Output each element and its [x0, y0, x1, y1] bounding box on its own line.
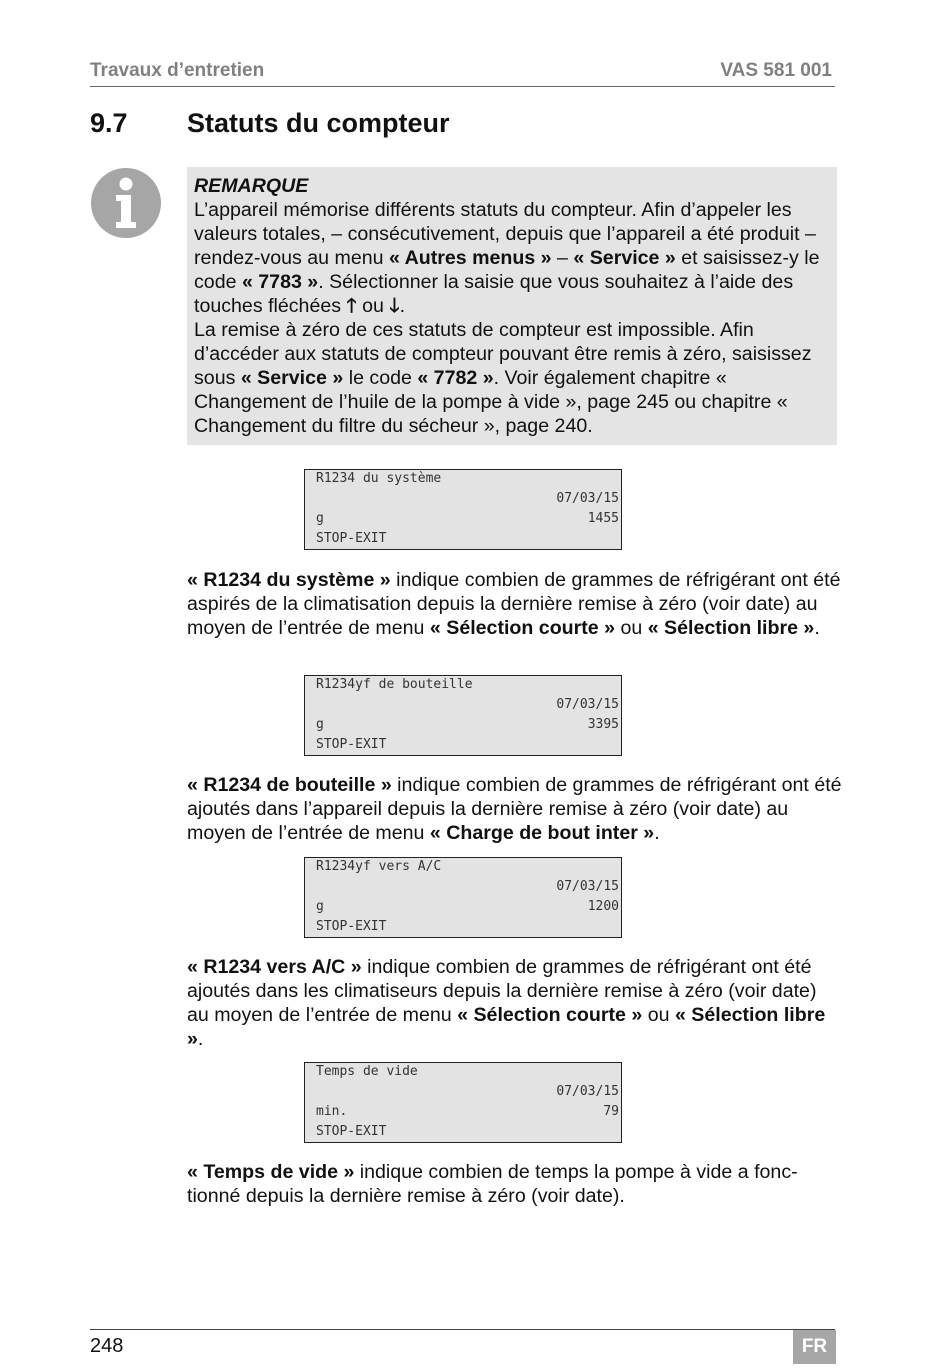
section-title: Statuts du compteur	[187, 108, 450, 138]
section-number: 9.7	[90, 108, 128, 138]
info-icon	[90, 167, 162, 239]
lcd-unit: g	[316, 511, 324, 526]
lcd-value: 3395	[587, 717, 619, 732]
lcd-unit: min.	[316, 1104, 348, 1119]
lcd-display-ac	[304, 857, 622, 938]
lcd-footer: STOP-EXIT	[316, 919, 387, 934]
note-paragraph-1: L’appareil mémorise différents statuts du compteur. Afin d’appeler les valeurs totales, – consécutivement, depuis que l’appareil a été produit – rendez-vous au menu « Autres menus » – « Service » et saisissez-y le code « 7783 ». Sélectionner la saisie que vous souhaitez à l’aide des touches fléchées 🡑 ou 🡓.	[194, 199, 820, 317]
header-chapter: Travaux d’entretien	[90, 60, 265, 81]
note-title: REMARQUE	[194, 175, 309, 197]
description-bottle: « R1234 de bouteille » indique combien de grammes de réfrigérant ont été ajoutés dans l’appareil depuis la dernière remise à zéro (voir date) au moyen de l’entrée de menu « Charge de bout inter ».	[187, 774, 842, 844]
arrow-up-icon: 🡑	[346, 295, 357, 317]
lcd-display-vacuum	[304, 1062, 622, 1143]
lcd-unit: g	[316, 899, 324, 914]
lcd-display-system	[304, 469, 622, 550]
header-device: VAS 581 001	[720, 60, 832, 81]
lcd-value: 1200	[587, 899, 619, 914]
lcd-unit: g	[316, 717, 324, 732]
lcd-date: 07/03/15	[556, 879, 619, 894]
lcd-value: 79	[603, 1104, 619, 1119]
description-ac: « R1234 vers A/C » indique combien de grammes de réfrigérant ont été ajoutés dans les climatiseurs depuis la dernière remise à zéro (voir date) au moyen de l’entrée de menu « Sélection courte » ou « Sélection libre ».	[187, 956, 826, 1050]
arrow-down-icon: 🡓	[389, 295, 400, 317]
lcd-title: Temps de vide	[316, 1064, 418, 1079]
lcd-footer: STOP-EXIT	[316, 737, 387, 752]
lcd-footer: STOP-EXIT	[316, 1124, 387, 1139]
description-vacuum: « Temps de vide » indique combien de temps la pompe à vide a fonc-tionné depuis la dernière remise à zéro (voir date).	[187, 1161, 798, 1207]
description-system: « R1234 du système » indique combien de grammes de réfrigérant ont été aspirés de la climatisation depuis la dernière remise à zéro (voir date) au moyen de l’entrée de menu « Sélection courte » ou « Sélection libre ».	[187, 569, 841, 639]
lcd-title: R1234yf vers A/C	[316, 859, 442, 874]
lcd-date: 07/03/15	[556, 697, 619, 712]
page-header	[90, 58, 835, 87]
note-box	[187, 167, 837, 445]
lcd-title: R1234 du système	[316, 471, 442, 486]
page-number: 248	[90, 1335, 124, 1357]
language-badge: FR	[793, 1330, 836, 1364]
lcd-value: 1455	[587, 511, 619, 526]
lcd-date: 07/03/15	[556, 1084, 619, 1099]
lcd-title: R1234yf de bouteille	[316, 677, 473, 692]
footer-divider	[90, 1329, 835, 1330]
lcd-footer: STOP-EXIT	[316, 531, 387, 546]
lcd-display-bottle	[304, 675, 622, 756]
note-paragraph-2: La remise à zéro de ces statuts de compteur est impossible. Afin d’accéder aux statuts de compteur pouvant être remis à zéro, saisissez sous « Service » le code « 7782 ». Voir également chapitre « Changement de l’huile de la pompe à vide », page 245 ou chapitre « Changement du filtre du sécheur », page 240.	[194, 319, 812, 437]
lcd-date: 07/03/15	[556, 491, 619, 506]
